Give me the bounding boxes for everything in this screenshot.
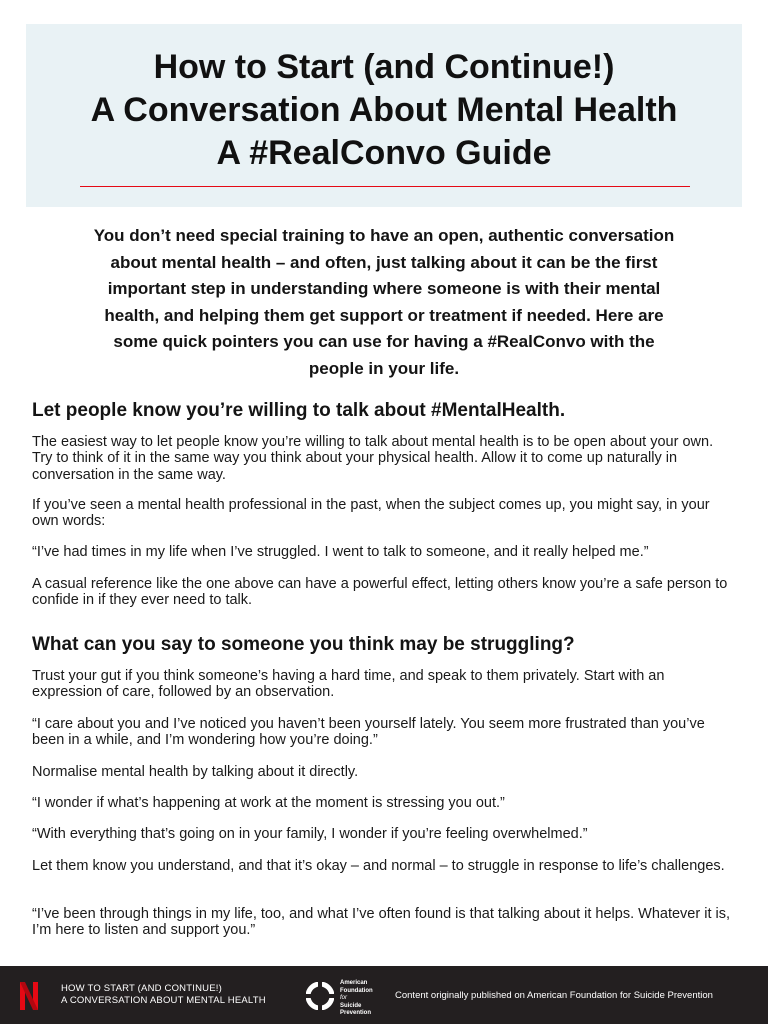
org-name-line: for: [340, 995, 348, 1001]
footer-bar: [0, 966, 768, 1024]
body-paragraph: Let them know you understand, and that it’s okay – and normal – to struggle in response to life’s challenges.: [32, 858, 725, 874]
footer-title-line: HOW TO START (AND CONTINUE!): [61, 983, 222, 994]
footer-title-line: A CONVERSATION ABOUT MENTAL HEALTH: [61, 995, 266, 1006]
afsp-lifebuoy-logo-icon: [306, 982, 334, 1010]
quote-paragraph: “I care about you and I’ve noticed you haven’t been yourself lately. You seem more frustrated than you’ve been in a while, and I’m wondering how you’re doing.”: [32, 716, 705, 749]
body-paragraph: Normalise mental health by talking about it directly.: [32, 764, 359, 780]
title-banner: [26, 24, 742, 207]
intro-paragraph: You don’t need special training to have an open, authentic conversation about mental health – and often, just talking about it can be the first important step in understanding where someone is with their mental health, and helping them get support or treatment if needed. Here are some quick pointers you can use for having a #RealConvo with the people in your life.: [93, 226, 675, 378]
section-heading-talk: Let people know you’re willing to talk about #MentalHealth.: [32, 400, 566, 421]
title-divider: [80, 186, 690, 187]
footer-credit: Content originally published on American Foundation for Suicide Prevention: [395, 990, 713, 1001]
title-line: A Conversation About Mental Health: [90, 91, 678, 129]
body-paragraph: The easiest way to let people know you’re willing to talk about mental health is to be open about your own. Try to think of it in the same way you think about your physical health. Allow it to come up naturally in conversation in the same way.: [32, 434, 714, 483]
org-name-line: Foundation: [340, 987, 373, 994]
org-name-line: Prevention: [340, 1010, 372, 1016]
title-line: How to Start (and Continue!): [153, 48, 615, 86]
body-paragraph: If you’ve seen a mental health professional in the past, when the subject comes up, you might say, in your own words:: [32, 497, 710, 530]
body-paragraph: Trust your gut if you think someone’s having a hard time, and speak to them privately. Start with an expression of care, followed by an observation.: [32, 668, 665, 701]
title-line: A #RealConvo Guide: [216, 134, 552, 172]
quote-paragraph: “I wonder if what’s happening at work at the moment is stressing you out.”: [32, 795, 505, 811]
footer-title: [61, 983, 266, 1007]
org-name-line: American: [340, 980, 368, 986]
quote-paragraph: “I’ve had times in my life when I’ve struggled. I went to talk to someone, and it really helped me.”: [32, 544, 649, 560]
afsp-org-name: [340, 980, 373, 1018]
page-title: [26, 46, 742, 175]
body-paragraph: A casual reference like the one above can have a powerful effect, letting others know you’re a safe person to confide in if they ever need to talk.: [32, 576, 728, 609]
section-heading-struggling: What can you say to someone you think may be struggling?: [32, 634, 575, 655]
quote-paragraph: “I’ve been through things in my life, too, and what I’ve often found is that talking about it helps. Whatever it is, I’m here to listen and support you.”: [32, 906, 731, 939]
netflix-n-logo-icon: [18, 980, 40, 1012]
org-name-line: Suicide: [340, 1002, 362, 1009]
quote-paragraph: “With everything that’s going on in your family, I wonder if you’re feeling overwhelmed.”: [32, 826, 588, 842]
